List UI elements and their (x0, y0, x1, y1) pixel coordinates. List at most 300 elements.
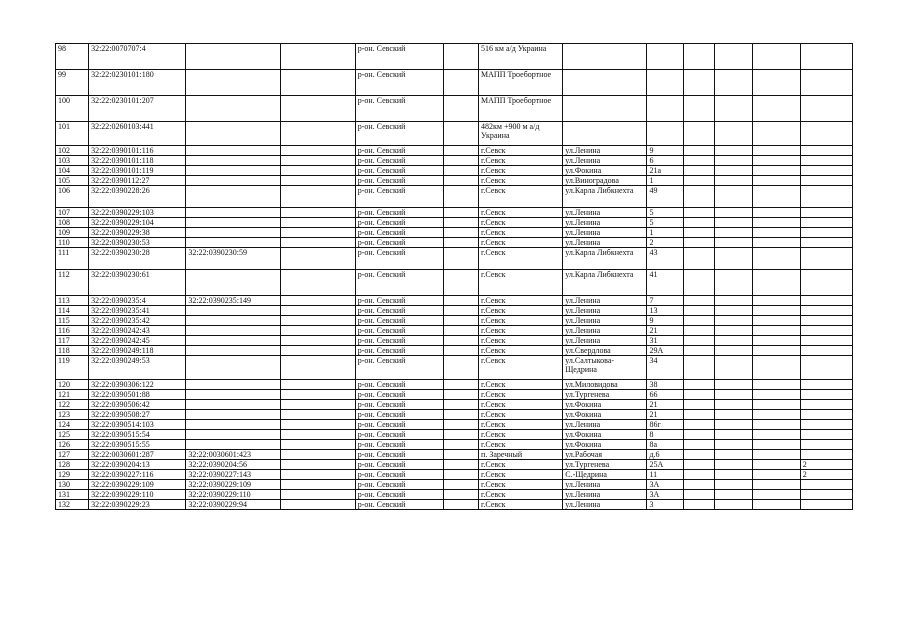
registry-sheet (55, 43, 853, 510)
street-cell: ул.Тургенева (563, 460, 647, 470)
row-number: 129 (56, 470, 89, 480)
cadastral-number: 32:22:0390229:109 (89, 480, 186, 490)
blank-cell (714, 346, 752, 356)
count-cell (800, 228, 852, 238)
blank-cell (280, 390, 355, 400)
blank-cell (714, 248, 752, 270)
street-cell: ул.Свердлова (563, 346, 647, 356)
related-cadastral-number: 32:22:0390227:143 (186, 470, 280, 480)
street-cell: С.-Щедрина (563, 470, 647, 480)
blank-cell (714, 400, 752, 410)
locality-cell: г.Севск (479, 400, 563, 410)
cadastral-number: 32:22:0390249:53 (89, 356, 186, 380)
count-cell (800, 336, 852, 346)
cadastral-number: 32:22:0390242:45 (89, 336, 186, 346)
blank-cell (752, 122, 800, 146)
house-cell: 21а (647, 166, 683, 176)
blank-cell (280, 490, 355, 500)
blank-cell (280, 176, 355, 186)
cadastral-number: 32:22:0390229:23 (89, 500, 186, 510)
table-row (56, 450, 853, 460)
street-cell: ул.Ленина (563, 500, 647, 510)
district-cell: р-он. Севский (355, 228, 443, 238)
blank-cell (683, 156, 714, 166)
related-cadastral-number (186, 96, 280, 122)
blank-cell (443, 156, 478, 166)
table-row (56, 356, 853, 380)
blank-cell (683, 208, 714, 218)
blank-cell (443, 346, 478, 356)
row-number: 130 (56, 480, 89, 490)
locality-cell: г.Севск (479, 316, 563, 326)
locality-cell: г.Севск (479, 326, 563, 336)
blank-cell (714, 326, 752, 336)
cadastral-number: 32:22:0070707:4 (89, 44, 186, 70)
locality-cell: г.Севск (479, 480, 563, 490)
cadastral-number: 32:22:0390242:43 (89, 326, 186, 336)
street-cell: ул.Фокина (563, 440, 647, 450)
locality-cell: г.Севск (479, 440, 563, 450)
related-cadastral-number (186, 186, 280, 208)
blank-cell (683, 248, 714, 270)
district-cell: р-он. Севский (355, 296, 443, 306)
blank-cell (443, 238, 478, 248)
blank-cell (683, 238, 714, 248)
count-cell (800, 44, 852, 70)
blank-cell (443, 390, 478, 400)
related-cadastral-number (186, 390, 280, 400)
count-cell (800, 218, 852, 228)
count-cell (800, 208, 852, 218)
locality-cell: г.Севск (479, 430, 563, 440)
table-row (56, 380, 853, 390)
district-cell: р-он. Севский (355, 70, 443, 96)
cadastral-number: 32:22:0390514:103 (89, 420, 186, 430)
blank-cell (683, 228, 714, 238)
count-cell (800, 500, 852, 510)
street-cell: ул.Фокина (563, 166, 647, 176)
table-row (56, 146, 853, 156)
related-cadastral-number (186, 420, 280, 430)
blank-cell (714, 296, 752, 306)
blank-cell (280, 146, 355, 156)
blank-cell (683, 346, 714, 356)
blank-cell (443, 336, 478, 346)
blank-cell (683, 420, 714, 430)
blank-cell (714, 208, 752, 218)
district-cell: р-он. Севский (355, 430, 443, 440)
street-cell: ул.Ленина (563, 316, 647, 326)
locality-cell: г.Севск (479, 146, 563, 156)
row-number: 125 (56, 430, 89, 440)
blank-cell (714, 238, 752, 248)
blank-cell (714, 460, 752, 470)
row-number: 127 (56, 450, 89, 460)
district-cell: р-он. Севский (355, 248, 443, 270)
house-cell (647, 122, 683, 146)
blank-cell (683, 500, 714, 510)
count-cell (800, 270, 852, 296)
row-number: 102 (56, 146, 89, 156)
district-cell: р-он. Севский (355, 326, 443, 336)
house-cell: 21 (647, 400, 683, 410)
count-cell (800, 400, 852, 410)
table-row (56, 176, 853, 186)
street-cell: ул.Ленина (563, 146, 647, 156)
blank-cell (752, 44, 800, 70)
blank-cell (752, 336, 800, 346)
row-number: 126 (56, 440, 89, 450)
blank-cell (280, 450, 355, 460)
blank-cell (443, 400, 478, 410)
blank-cell (443, 176, 478, 186)
cadastral-number: 32:22:0030601:287 (89, 450, 186, 460)
house-cell: 29А (647, 346, 683, 356)
street-cell: ул.Миловидова (563, 380, 647, 390)
street-cell (563, 96, 647, 122)
row-number: 108 (56, 218, 89, 228)
count-cell (800, 316, 852, 326)
row-number: 114 (56, 306, 89, 316)
street-cell: ул.Ленина (563, 306, 647, 316)
blank-cell (752, 430, 800, 440)
related-cadastral-number (186, 228, 280, 238)
blank-cell (280, 500, 355, 510)
blank-cell (280, 430, 355, 440)
count-cell (800, 390, 852, 400)
related-cadastral-number (186, 410, 280, 420)
blank-cell (752, 156, 800, 166)
blank-cell (683, 296, 714, 306)
blank-cell (714, 316, 752, 326)
locality-cell: МАПП Троебортное (479, 70, 563, 96)
street-cell (563, 44, 647, 70)
blank-cell (443, 218, 478, 228)
table-row (56, 70, 853, 96)
blank-cell (714, 380, 752, 390)
blank-cell (443, 450, 478, 460)
table-row (56, 208, 853, 218)
blank-cell (683, 490, 714, 500)
street-cell: ул.Фокина (563, 430, 647, 440)
street-cell: ул.Ленина (563, 336, 647, 346)
house-cell: 9 (647, 316, 683, 326)
table-row (56, 346, 853, 356)
count-cell (800, 420, 852, 430)
blank-cell (714, 228, 752, 238)
blank-cell (752, 270, 800, 296)
related-cadastral-number (186, 326, 280, 336)
district-cell: р-он. Севский (355, 186, 443, 208)
table-row (56, 390, 853, 400)
blank-cell (752, 146, 800, 156)
locality-cell: г.Севск (479, 336, 563, 346)
blank-cell (752, 440, 800, 450)
blank-cell (752, 400, 800, 410)
count-cell (800, 296, 852, 306)
blank-cell (683, 336, 714, 346)
blank-cell (714, 390, 752, 400)
row-number: 119 (56, 356, 89, 380)
cadastral-number: 32:22:0390235:4 (89, 296, 186, 306)
blank-cell (443, 208, 478, 218)
blank-cell (714, 44, 752, 70)
blank-cell (280, 248, 355, 270)
related-cadastral-number: 32:22:0390229:110 (186, 490, 280, 500)
related-cadastral-number: 32:22:0390204:56 (186, 460, 280, 470)
blank-cell (280, 44, 355, 70)
district-cell: р-он. Севский (355, 146, 443, 156)
row-number: 99 (56, 70, 89, 96)
house-cell: 5 (647, 218, 683, 228)
blank-cell (714, 176, 752, 186)
table-row (56, 122, 853, 146)
related-cadastral-number (186, 218, 280, 228)
related-cadastral-number (186, 146, 280, 156)
blank-cell (280, 306, 355, 316)
blank-cell (683, 460, 714, 470)
cadastral-number: 32:22:0260103:441 (89, 122, 186, 146)
district-cell: р-он. Севский (355, 44, 443, 70)
blank-cell (683, 430, 714, 440)
blank-cell (714, 70, 752, 96)
cadastral-number: 32:22:0390515:54 (89, 430, 186, 440)
blank-cell (683, 122, 714, 146)
locality-cell: г.Севск (479, 410, 563, 420)
blank-cell (280, 238, 355, 248)
house-cell: 49 (647, 186, 683, 208)
street-cell: ул.Ленина (563, 296, 647, 306)
blank-cell (280, 270, 355, 296)
row-number: 109 (56, 228, 89, 238)
count-cell (800, 356, 852, 380)
street-cell: ул.Ленина (563, 480, 647, 490)
locality-cell: п. Заречный (479, 450, 563, 460)
blank-cell (443, 44, 478, 70)
blank-cell (752, 228, 800, 238)
blank-cell (714, 480, 752, 490)
row-number: 117 (56, 336, 89, 346)
blank-cell (683, 450, 714, 460)
street-cell: ул.Рабочая (563, 450, 647, 460)
blank-cell (752, 450, 800, 460)
blank-cell (280, 70, 355, 96)
blank-cell (683, 326, 714, 336)
table-row (56, 460, 853, 470)
blank-cell (683, 380, 714, 390)
locality-cell: 516 км а/д Украина (479, 44, 563, 70)
district-cell: р-он. Севский (355, 470, 443, 480)
blank-cell (443, 410, 478, 420)
count-cell (800, 146, 852, 156)
blank-cell (752, 166, 800, 176)
table-row (56, 156, 853, 166)
street-cell: ул.Ленина (563, 218, 647, 228)
blank-cell (443, 430, 478, 440)
blank-cell (714, 336, 752, 346)
blank-cell (280, 380, 355, 390)
street-cell: ул.Ленина (563, 326, 647, 336)
row-number: 128 (56, 460, 89, 470)
locality-cell: г.Севск (479, 208, 563, 218)
district-cell: р-он. Севский (355, 400, 443, 410)
blank-cell (280, 346, 355, 356)
cadastral-number: 32:22:0390101:119 (89, 166, 186, 176)
blank-cell (280, 166, 355, 176)
blank-cell (443, 146, 478, 156)
district-cell: р-он. Севский (355, 306, 443, 316)
street-cell: ул.Тургенева (563, 390, 647, 400)
table-row (56, 248, 853, 270)
row-number: 106 (56, 186, 89, 208)
blank-cell (683, 470, 714, 480)
blank-cell (443, 470, 478, 480)
house-cell: 66 (647, 390, 683, 400)
cadastral-number: 32:22:0390249:118 (89, 346, 186, 356)
blank-cell (752, 460, 800, 470)
blank-cell (683, 218, 714, 228)
blank-cell (280, 460, 355, 470)
locality-cell: г.Севск (479, 490, 563, 500)
related-cadastral-number (186, 306, 280, 316)
cadastral-number: 32:22:0390506:42 (89, 400, 186, 410)
count-cell (800, 306, 852, 316)
district-cell: р-он. Севский (355, 420, 443, 430)
blank-cell (752, 410, 800, 420)
related-cadastral-number (186, 380, 280, 390)
blank-cell (280, 356, 355, 380)
cadastral-number: 32:22:0390229:104 (89, 218, 186, 228)
locality-cell: г.Севск (479, 346, 563, 356)
cadastral-number: 32:22:0390229:110 (89, 490, 186, 500)
house-cell: 1 (647, 228, 683, 238)
house-cell: 6 (647, 156, 683, 166)
blank-cell (752, 248, 800, 270)
blank-cell (280, 96, 355, 122)
locality-cell: г.Севск (479, 176, 563, 186)
related-cadastral-number: 32:22:0390235:149 (186, 296, 280, 306)
house-cell: 43 (647, 248, 683, 270)
cadastral-number: 32:22:0390229:38 (89, 228, 186, 238)
house-cell: д.6 (647, 450, 683, 460)
locality-cell: г.Севск (479, 420, 563, 430)
blank-cell (443, 96, 478, 122)
cadastral-number: 32:22:0390235:41 (89, 306, 186, 316)
blank-cell (752, 316, 800, 326)
house-cell (647, 70, 683, 96)
blank-cell (683, 400, 714, 410)
blank-cell (280, 208, 355, 218)
count-cell: 2 (800, 470, 852, 480)
row-number: 104 (56, 166, 89, 176)
row-number: 103 (56, 156, 89, 166)
locality-cell: МАПП Троебортное (479, 96, 563, 122)
related-cadastral-number (186, 316, 280, 326)
row-number: 101 (56, 122, 89, 146)
blank-cell (714, 450, 752, 460)
street-cell: ул.Виноградова (563, 176, 647, 186)
blank-cell (714, 122, 752, 146)
registry-body (56, 44, 853, 510)
table-row (56, 420, 853, 430)
blank-cell (683, 146, 714, 156)
blank-cell (443, 122, 478, 146)
table-row (56, 326, 853, 336)
blank-cell (443, 490, 478, 500)
cadastral-number: 32:22:0390501:88 (89, 390, 186, 400)
district-cell: р-он. Севский (355, 238, 443, 248)
blank-cell (683, 70, 714, 96)
blank-cell (683, 356, 714, 380)
blank-cell (683, 480, 714, 490)
district-cell: р-он. Севский (355, 208, 443, 218)
house-cell: 8а (647, 440, 683, 450)
row-number: 98 (56, 44, 89, 70)
blank-cell (714, 306, 752, 316)
house-cell: 25А (647, 460, 683, 470)
house-cell: 34 (647, 356, 683, 380)
house-cell: 2 (647, 238, 683, 248)
locality-cell: г.Севск (479, 306, 563, 316)
blank-cell (443, 296, 478, 306)
blank-cell (752, 306, 800, 316)
district-cell: р-он. Севский (355, 316, 443, 326)
locality-cell: г.Севск (479, 460, 563, 470)
blank-cell (280, 296, 355, 306)
street-cell: ул.Ленина (563, 238, 647, 248)
related-cadastral-number (186, 208, 280, 218)
count-cell (800, 96, 852, 122)
table-row (56, 430, 853, 440)
table-row (56, 218, 853, 228)
house-cell: 11 (647, 470, 683, 480)
cadastral-number: 32:22:0390227:116 (89, 470, 186, 480)
blank-cell (714, 96, 752, 122)
blank-cell (683, 316, 714, 326)
count-cell (800, 176, 852, 186)
table-row (56, 336, 853, 346)
blank-cell (752, 296, 800, 306)
blank-cell (714, 410, 752, 420)
blank-cell (443, 166, 478, 176)
count-cell (800, 410, 852, 420)
cadastral-number: 32:22:0390515:55 (89, 440, 186, 450)
registry-table (55, 43, 853, 510)
district-cell: р-он. Севский (355, 440, 443, 450)
related-cadastral-number (186, 44, 280, 70)
street-cell: ул.Карла Либкнехта (563, 248, 647, 270)
district-cell: р-он. Севский (355, 390, 443, 400)
district-cell: р-он. Севский (355, 270, 443, 296)
locality-cell: г.Севск (479, 218, 563, 228)
blank-cell (714, 500, 752, 510)
row-number: 112 (56, 270, 89, 296)
blank-cell (280, 326, 355, 336)
house-cell (647, 96, 683, 122)
blank-cell (714, 440, 752, 450)
table-row (56, 44, 853, 70)
row-number: 111 (56, 248, 89, 270)
district-cell: р-он. Севский (355, 460, 443, 470)
house-cell: 1 (647, 176, 683, 186)
blank-cell (280, 470, 355, 480)
district-cell: р-он. Севский (355, 480, 443, 490)
table-row (56, 470, 853, 480)
street-cell: ул.Ленина (563, 208, 647, 218)
blank-cell (683, 390, 714, 400)
street-cell: ул.Ленина (563, 156, 647, 166)
row-number: 115 (56, 316, 89, 326)
